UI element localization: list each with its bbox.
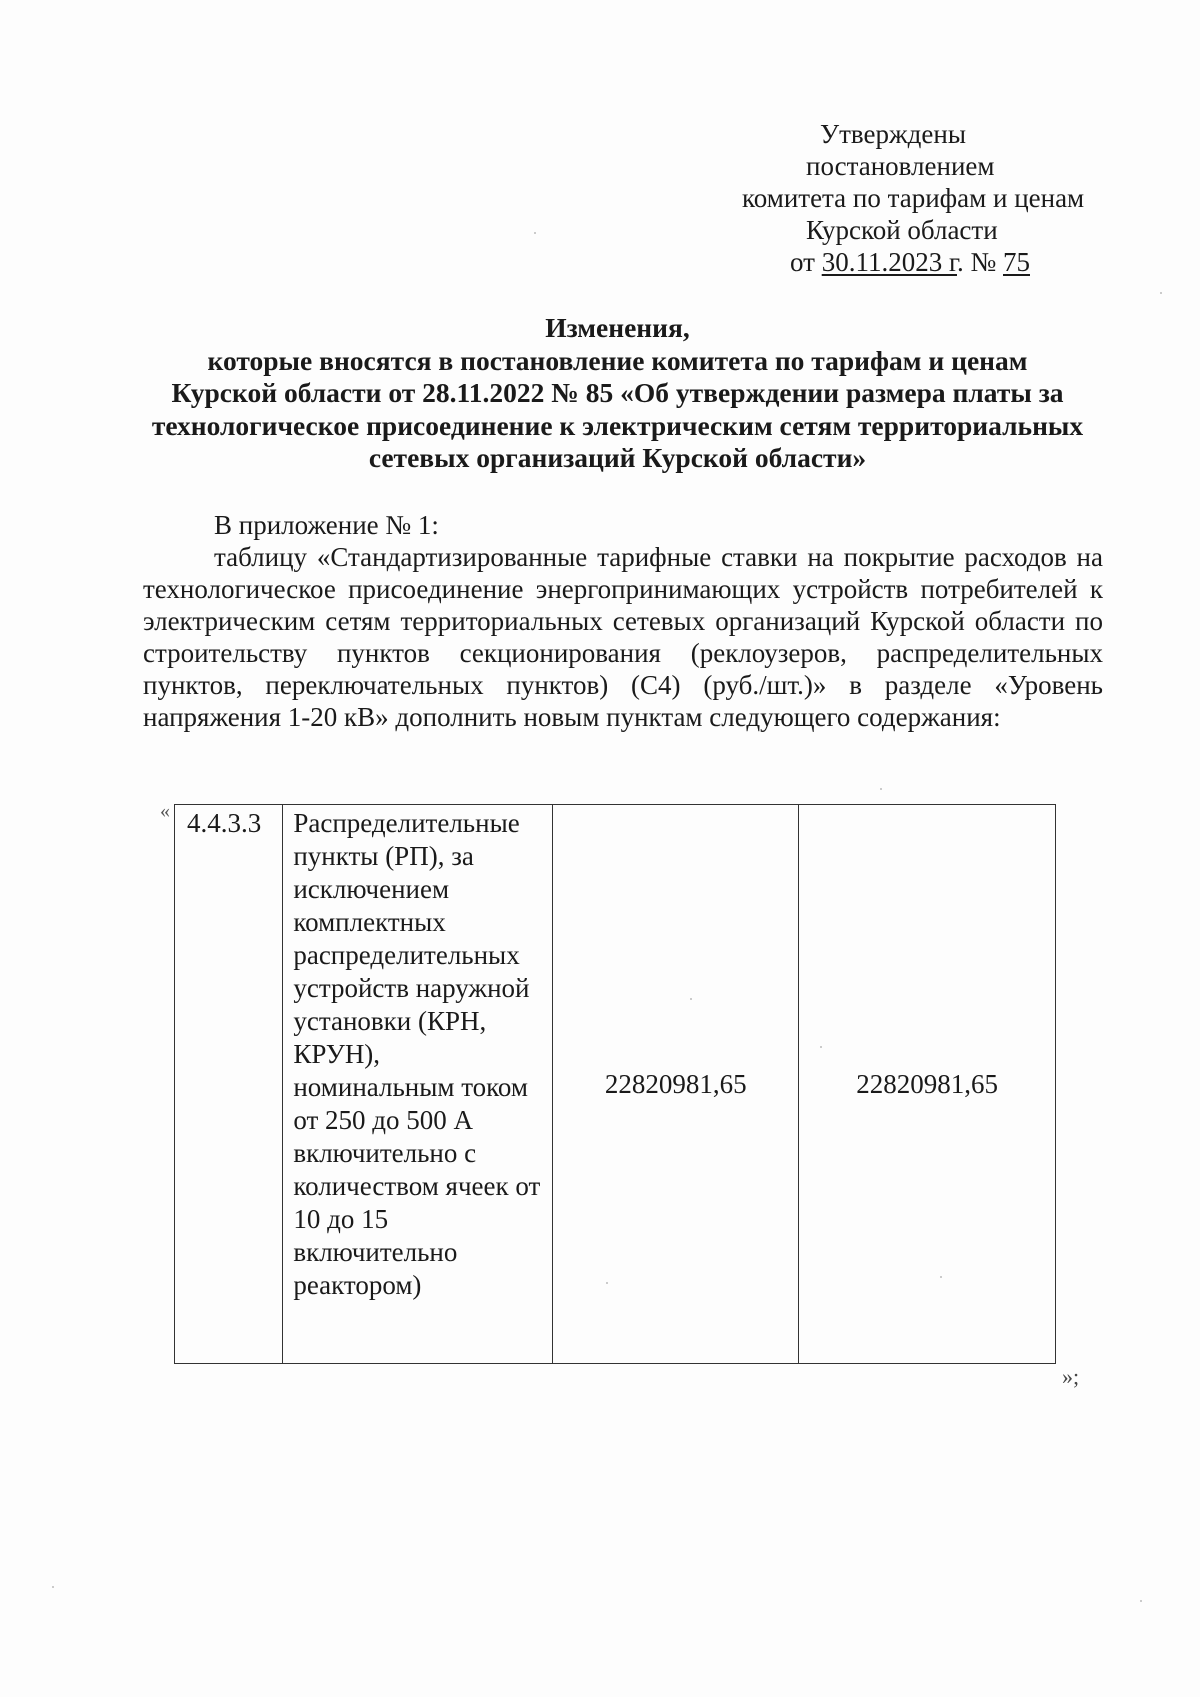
body-text [143, 509, 1103, 733]
row-description: Распределительные пункты (РП), за исключением комплектных распределительных устройств наружной установки (КРН, КРУН), номинальным током от 250 до 500 А включительно с количеством ячеек от 10 до 15 включительно реактором) [283, 805, 553, 1364]
approval-line-2: постановлением [806, 151, 995, 181]
body-paragraph-2: таблицу «Стандартизированные тарифные ставки на покрытие расходов на технологическое присоединение энергопринимающих устройств потребителей к электрическим сетям территориальных сетевых организаций Курской области по строительству пунктов секционирования (реклоузеров, распределительных пунктов, переключательных пунктов) (С4) (руб./шт.)» в разделе «Уровень напряжения 1-20 кВ» дополнить новым пунктам следующего содержания: [143, 542, 1103, 732]
body-paragraph-1: В приложение № 1: [214, 510, 439, 540]
title-line-1: Изменения, [545, 312, 690, 343]
title-line-2: которые вносятся в постановление комитета по тарифам и ценам [207, 344, 1028, 376]
table-open-quote: « [160, 800, 170, 822]
tariff-table [174, 804, 1056, 1364]
row-value-2: 22820981,65 [799, 805, 1056, 1364]
title-line-3: Курской области от 28.11.2022 № 85 «Об утверждении размера платы за [171, 377, 1064, 408]
title-line-4: технологическое присоединение к электрическим сетям территориальных [151, 409, 1084, 441]
approval-line-1: Утверждены [820, 119, 966, 149]
title-line-5: сетевых организаций Курской области» [368, 442, 867, 473]
approval-line-4: Курской области [806, 215, 998, 245]
table-row [175, 805, 1056, 1364]
approval-date: 30.11.2023 г [821, 247, 957, 277]
approval-block [720, 118, 1100, 278]
row-value-1: 22820981,65 [553, 805, 799, 1364]
approval-date-line [720, 246, 1100, 278]
approval-date-number-sep: . № [956, 247, 1003, 277]
table-close-quote: »; [1062, 1364, 1080, 1389]
approval-date-prefix: от [790, 247, 822, 277]
approval-line-3: комитета по тарифам и ценам [742, 183, 1085, 213]
document-title [120, 312, 1115, 475]
row-number: 4.4.3.3 [175, 805, 283, 1364]
approval-number: 75 [1003, 247, 1030, 277]
